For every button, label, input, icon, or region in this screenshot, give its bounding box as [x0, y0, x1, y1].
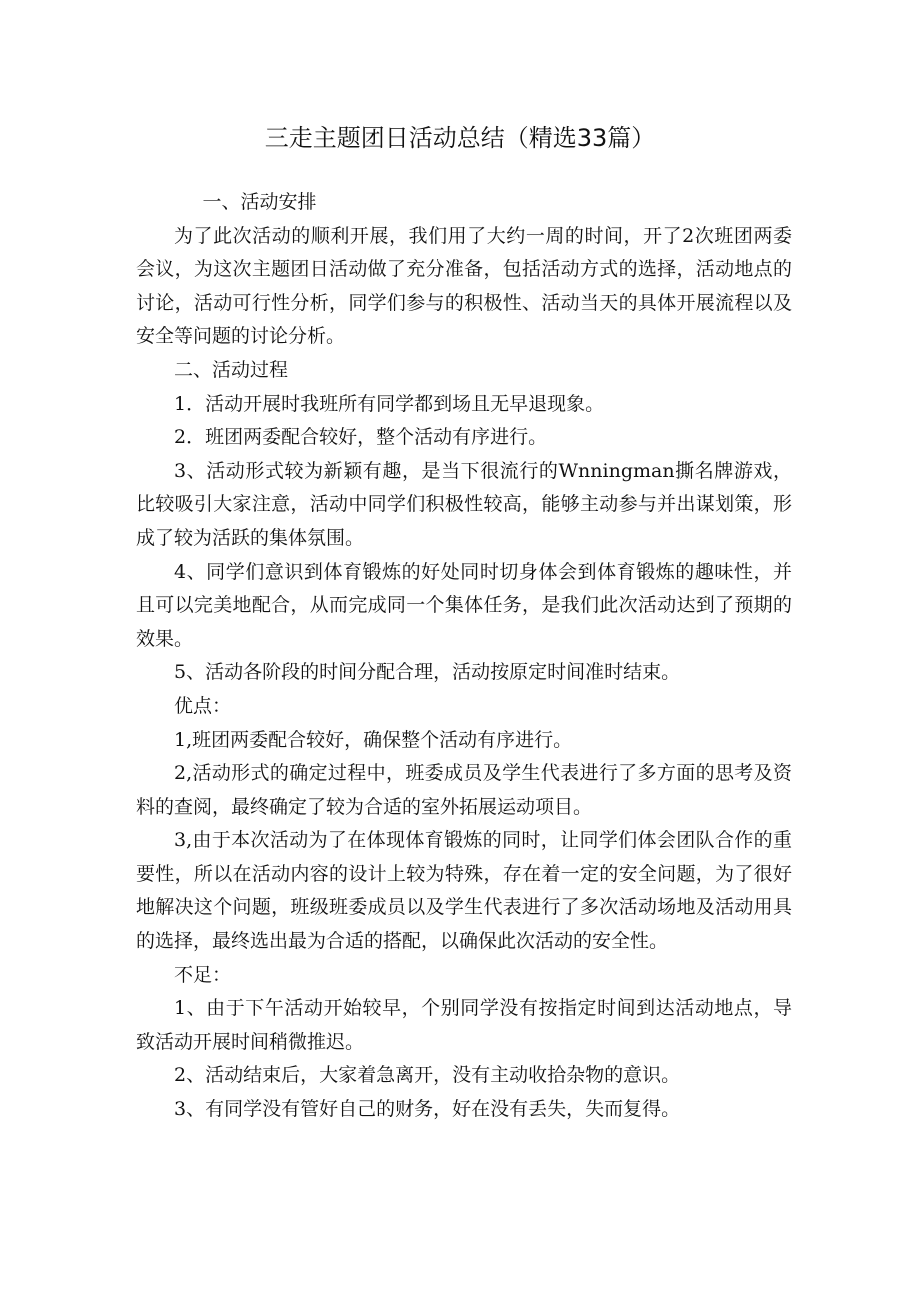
- section-heading-process: 二、活动过程: [174, 358, 289, 381]
- list-item: 1．活动开展时我班所有同学都到场且无早退现象。: [174, 392, 605, 415]
- list-item: 3,由于本次活动为了在体现体育锻炼的同时，让同学们体会团队合作的重要性，所以在活动内容的设计上较为特殊，存在着一定的安全问题，为了很好地解决这个问题，班级班委成员以及学生代表进行了多次活动场地及活动用具的选择，最终选出最为合适的搭配，以确保此次活动的安全性。: [136, 829, 792, 953]
- list-item: 2,活动形式的确定过程中，班委成员及学生代表进行了多方面的思考及资料的查阅，最终确定了较为合适的室外拓展运动项目。: [136, 762, 792, 818]
- section-heading-advantages: 优点：: [174, 694, 232, 717]
- list-item: 5、活动各阶段的时间分配合理，活动按原定时间准时结束。: [174, 661, 681, 684]
- document-title: 三走主题团日活动总结（精选33篇）: [264, 124, 656, 152]
- list-item: 3、活动形式较为新颖有趣，是当下很流行的Wnningman撕名牌游戏，比较吸引大家注意，活动中同学们积极性较高，能够主动参与并出谋划策，形成了较为活跃的集体氛围。: [136, 459, 792, 549]
- list-item: 2．班团两委配合较好，整个活动有序进行。: [174, 426, 548, 449]
- paragraph: 为了此次活动的顺利开展，我们用了大约一周的时间，开了2次班团两委会议，为这次主题团日活动做了充分准备，包括活动方式的选择，活动地点的讨论，活动可行性分析，同学们参与的积极性、活动当天的具体开展流程以及安全等问题的讨论分析。: [136, 224, 792, 348]
- list-item: 2、活动结束后，大家着急离开，没有主动收拾杂物的意识。: [174, 1064, 681, 1087]
- list-item: 4、同学们意识到体育锻炼的好处同时切身体会到体育锻炼的趣味性，并且可以完美地配合，从而完成同一个集体任务，是我们此次活动达到了预期的效果。: [136, 560, 792, 650]
- list-item: 1、由于下午活动开始较早，个别同学没有按指定时间到达活动地点，导致活动开展时间稍微推迟。: [136, 997, 792, 1053]
- section-heading-arrangement: 一、活动安排: [202, 191, 317, 213]
- list-item: 3、有同学没有管好自己的财务，好在没有丢失，失而复得。: [174, 1098, 681, 1121]
- list-item: 1,班团两委配合较好，确保整个活动有序进行。: [174, 728, 573, 751]
- section-heading-shortcomings: 不足：: [174, 963, 232, 986]
- document-body: [136, 186, 792, 1127]
